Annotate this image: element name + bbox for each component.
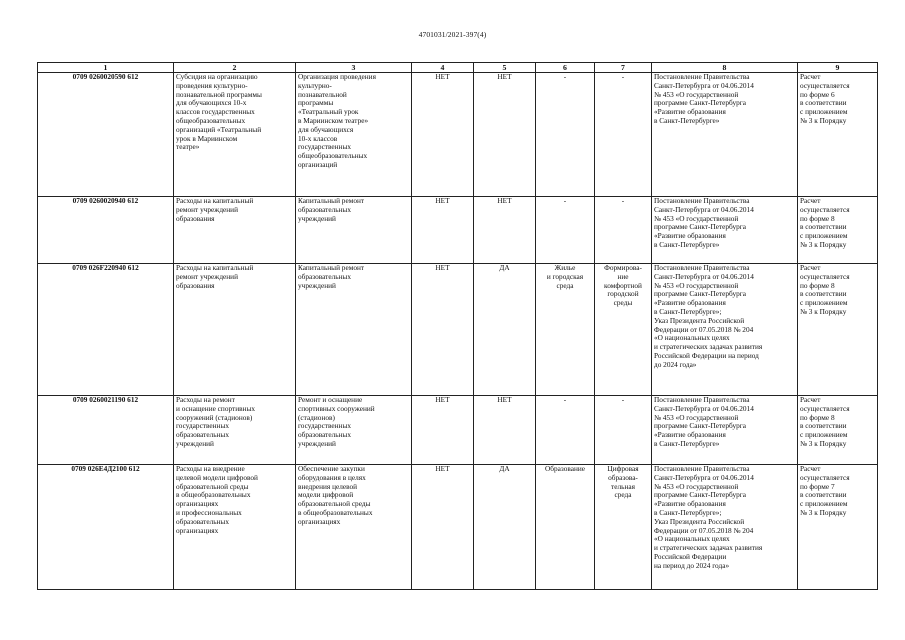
calculation-cell: Расчет осуществляется по форме 8 в соответствии с приложением № 3 к Порядку bbox=[798, 264, 878, 396]
column-header: 8 bbox=[652, 63, 798, 73]
table-row bbox=[38, 465, 878, 590]
column-header: 3 bbox=[296, 63, 412, 73]
table-header-row bbox=[38, 63, 878, 73]
federal-project-cell: - bbox=[595, 197, 652, 264]
flag-cell: НЕТ bbox=[412, 465, 474, 590]
federal-project-cell: Формирова- ние комфортной городской среды bbox=[595, 264, 652, 396]
national-project-flag-cell: НЕТ bbox=[474, 396, 536, 465]
expense-name-cell: Расходы на капитальный ремонт учреждений образования bbox=[174, 264, 296, 396]
budget-code-cell: 0709 026F220940 612 bbox=[38, 264, 174, 396]
national-project-flag-cell: НЕТ bbox=[474, 197, 536, 264]
column-header: 1 bbox=[38, 63, 174, 73]
calculation-cell: Расчет осуществляется по форме 8 в соответствии с приложением № 3 к Порядку bbox=[798, 396, 878, 465]
table-row bbox=[38, 396, 878, 465]
column-header: 9 bbox=[798, 63, 878, 73]
flag-cell: НЕТ bbox=[412, 396, 474, 465]
calculation-cell: Расчет осуществляется по форме 6 в соответствии с приложением № 3 к Порядку bbox=[798, 73, 878, 197]
flag-cell: НЕТ bbox=[412, 197, 474, 264]
federal-project-cell: Цифровая образова- тельная среда bbox=[595, 465, 652, 590]
document-number: 4701031/2021-397(4) bbox=[418, 30, 487, 39]
column-header: 7 bbox=[595, 63, 652, 73]
national-project-cell: - bbox=[536, 73, 595, 197]
federal-project-cell: - bbox=[595, 73, 652, 197]
national-project-cell: Жилье и городская среда bbox=[536, 264, 595, 396]
national-project-cell: - bbox=[536, 197, 595, 264]
purpose-cell: Капитальный ремонт образовательных учреждений bbox=[296, 197, 412, 264]
federal-project-cell: - bbox=[595, 396, 652, 465]
national-project-cell: - bbox=[536, 396, 595, 465]
national-project-cell: Образование bbox=[536, 465, 595, 590]
calculation-cell: Расчет осуществляется по форме 8 в соответствии с приложением № 3 к Порядку bbox=[798, 197, 878, 264]
national-project-flag-cell: НЕТ bbox=[474, 73, 536, 197]
budget-code-cell: 0709 0260020590 612 bbox=[38, 73, 174, 197]
expense-name-cell: Субсидия на организацию проведения культурно- познавательной программы для обучающихся 10-х классов государственных общеобразовательных организаций «Театральный урок в Мариинском театре» bbox=[174, 73, 296, 197]
expense-name-cell: Расходы на капитальный ремонт учреждений образования bbox=[174, 197, 296, 264]
legal-basis-cell: Постановление Правительства Санкт-Петербурга от 04.06.2014 № 453 «О государственной программе Санкт-Петербурга «Развитие образования в Санкт-Петербурге» bbox=[652, 197, 798, 264]
flag-cell: НЕТ bbox=[412, 264, 474, 396]
flag-cell: НЕТ bbox=[412, 73, 474, 197]
table-row bbox=[38, 73, 878, 197]
legal-basis-cell: Постановление Правительства Санкт-Петербурга от 04.06.2014 № 453 «О государственной программе Санкт-Петербурга «Развитие образования в Санкт-Петербурге»; Указ Президента Российской Федерации от 07.05.2018 № 204 «О национальных целях и стратегических задачах развития Российской Федерации на период до 2024 года» bbox=[652, 264, 798, 396]
national-project-flag-cell: ДА bbox=[474, 465, 536, 590]
purpose-cell: Организация проведения культурно- познавательной программы «Театральный урок в Мариинском театре» для обучающихся 10-х классов государственных общеобразовательных организаций bbox=[296, 73, 412, 197]
budget-code-cell: 0709 0260020940 612 bbox=[38, 197, 174, 264]
legal-basis-cell: Постановление Правительства Санкт-Петербурга от 04.06.2014 № 453 «О государственной программе Санкт-Петербурга «Развитие образования в Санкт-Петербурге» bbox=[652, 396, 798, 465]
purpose-cell: Капитальный ремонт образовательных учреждений bbox=[296, 264, 412, 396]
purpose-cell: Ремонт и оснащение спортивных сооружений (стадионов) государственных образовательных учреждений bbox=[296, 396, 412, 465]
budget-code-cell: 0709 0260021190 612 bbox=[38, 396, 174, 465]
column-header: 2 bbox=[174, 63, 296, 73]
column-header: 5 bbox=[474, 63, 536, 73]
calculation-cell: Расчет осуществляется по форме 7 в соответствии с приложением № 3 к Порядку bbox=[798, 465, 878, 590]
column-header: 6 bbox=[536, 63, 595, 73]
legal-basis-cell: Постановление Правительства Санкт-Петербурга от 04.06.2014 № 453 «О государственной программе Санкт-Петербурга «Развитие образования в Санкт-Петербурге»; Указ Президента Российской Федерации от 07.05.2018 № 204 «О национальных целях и стратегических задачах развития Российской Федерации на период до 2024 года» bbox=[652, 465, 798, 590]
table-row bbox=[38, 197, 878, 264]
legal-basis-cell: Постановление Правительства Санкт-Петербурга от 04.06.2014 № 453 «О государственной программе Санкт-Петербурга «Развитие образования в Санкт-Петербурге» bbox=[652, 73, 798, 197]
budget-classification-table bbox=[37, 62, 878, 590]
national-project-flag-cell: ДА bbox=[474, 264, 536, 396]
budget-code-cell: 0709 026E4Д2100 612 bbox=[38, 465, 174, 590]
purpose-cell: Обеспечение закупки оборудования в целях внедрения целевой модели цифровой образовательной среды в общеобразовательных организациях bbox=[296, 465, 412, 590]
table-row bbox=[38, 264, 878, 396]
expense-name-cell: Расходы на внедрение целевой модели цифровой образовательной среды в общеобразовательных организациях и профессиональных образовательных организациях bbox=[174, 465, 296, 590]
expense-name-cell: Расходы на ремонт и оснащение спортивных сооружений (стадионов) государственных образовательных учреждений bbox=[174, 396, 296, 465]
column-header: 4 bbox=[412, 63, 474, 73]
